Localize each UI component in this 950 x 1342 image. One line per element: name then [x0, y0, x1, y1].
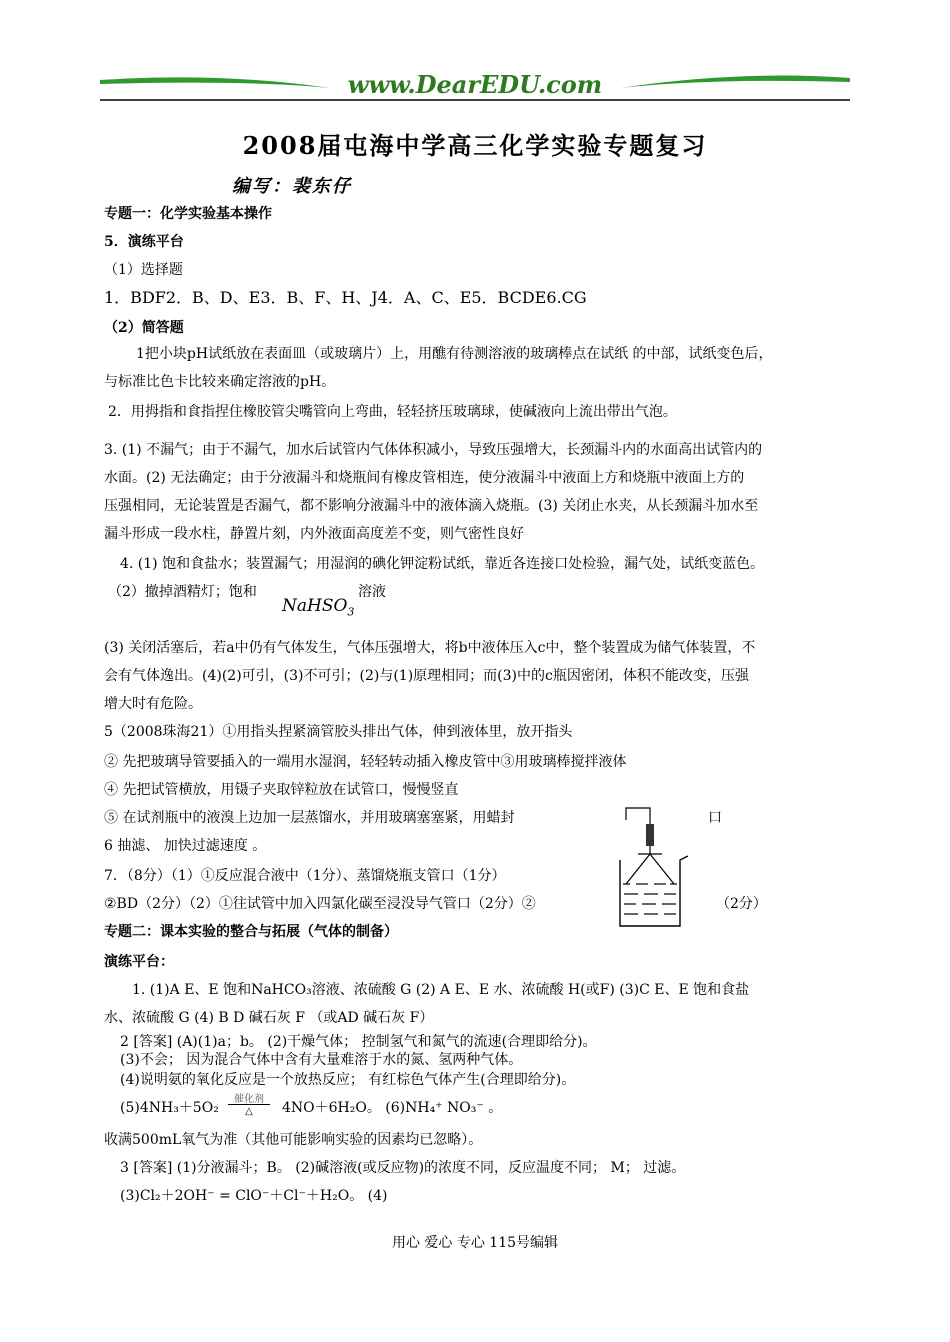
text-line: (3)Cl₂＋2OH⁻ = ClO⁻＋Cl⁻＋H₂O。 (4): [120, 1188, 388, 1204]
text-line: 会有气体逸出。(4)(2)可引，(3)不可引；(2)与(1)原理相同；而(3)中的c瓶因密闭，体积不能改变，压强: [104, 668, 749, 684]
text-line: 口: [708, 810, 722, 826]
text-line: 4. (1) 饱和食盐水；装置漏气；用湿润的碘化钾淀粉试纸，靠近各连接口处检验，漏气处，试纸变蓝色。: [120, 556, 765, 572]
page-footer: 用心 爱心 专心 115号编辑: [391, 1235, 559, 1251]
text-line: 压强相同，无论装置是否漏气，都不影响分液漏斗中的液体滴入烧瓶。(3) 关闭止水夹，从长颈漏斗加水至: [104, 498, 759, 514]
text-line: (3) 关闭活塞后，若a中仍有气体发生，气体压强增大，将b中液体压入c中，整个装置成为储气体装置，不: [104, 640, 756, 656]
reaction-arrow-line: [228, 1104, 270, 1105]
text-line: ② 先把玻璃导管要插入的一端用水湿润，轻轻转动插入橡皮管中③用玻璃棒搅拌液体: [104, 754, 627, 770]
section-heading-1: 专题一：化学实验基本操作: [104, 206, 272, 222]
answer-choices: 1．BDF2．B、D、E3．B、F、H、J4．A、C、E5．BCDE6.CG: [104, 288, 587, 307]
text-line: 1把小块pH试纸放在表面皿（或玻璃片）上，用醮有待测溶液的玻璃棒点在试纸 的中部，试纸变色后，: [136, 346, 773, 362]
section-heading-2: 专题二：课本实验的整合与拓展（气体的制备）: [104, 924, 398, 940]
text-line: （1）选择题: [104, 262, 183, 278]
text-line: （2）撤掉酒精灯；饱和: [108, 584, 257, 600]
gas-absorption-apparatus: [608, 800, 698, 930]
text-line: 水面。(2) 无法确定；由于分液漏斗和烧瓶间有橡皮管相连，使分液漏斗中液面上方和烧瓶中液面上方的: [104, 470, 745, 486]
text-line: (3)不会； 因为混合气体中含有大量难溶于水的氮、氢两种气体。: [120, 1052, 523, 1068]
text-line: 与标准比色卡比较来确定溶液的pH。: [104, 374, 336, 390]
text-line: 增大时有危险。: [104, 696, 202, 712]
text-line: 3 [答案] (1)分液漏斗；B。 (2)碱溶液(或反应物)的浓度不同，反应温度不同； M； 过滤。: [120, 1160, 686, 1176]
heat-symbol: △: [245, 1106, 253, 1117]
text-line: （2分）: [716, 896, 767, 912]
text-line: 水、浓硫酸 G (4) B D 碱石灰 F （或AD 碱石灰 F）: [104, 1010, 434, 1026]
text-line: (4)说明氨的氧化反应是一个放热反应； 有红棕色气体产生(合理即给分)。: [120, 1072, 576, 1088]
text-line: 2 [答案] (A)(1)a；b。 (2)干燥气体； 控制氢气和氮气的流速(合理即给分)。: [120, 1034, 597, 1050]
page-title: 2008届屯海中学高三化学实验专题复习: [242, 131, 708, 160]
text-line: 3. (1) 不漏气；由于不漏气，加水后试管内气体体积减小，导致压强增大，长颈漏斗内的水面高出试管内的: [104, 442, 763, 458]
author-line: 编写：裴东仔: [232, 176, 352, 197]
subheading: 5．演练平台: [104, 234, 184, 250]
text-line: ④ 先把试管横放，用镊子夹取锌粒放在试管口，慢慢竖直: [104, 782, 459, 798]
header-banner: [100, 66, 850, 106]
beaker-funnel-icon: [608, 800, 698, 930]
subheading: 演练平台：: [104, 954, 174, 970]
text-line: 溶液: [358, 584, 386, 600]
text-line: 7．（8分）（1）①反应混合液中（1分）、蒸馏烧瓶支管口（1分）: [104, 868, 506, 884]
text-line: 5（2008珠海21）①用指头捏紧滴管胶头排出气体，伸到液体里，放开指头: [104, 724, 573, 740]
text-line: 4NO＋6H₂O。 (6)NH₄⁺ NO₃⁻ 。: [282, 1100, 503, 1116]
text-line: ②BD（2分）（2）①往试管中加入四氯化碳至浸没导气管口（2分）②: [104, 896, 536, 912]
text-line: 6 抽滤、 加快过滤速度 。: [104, 838, 267, 854]
site-name: www.DearEDU.com: [347, 70, 603, 99]
subheading: （2）简答题: [104, 320, 184, 336]
text-line: (5)4NH₃＋5O₂: [120, 1100, 219, 1116]
formula-nahso3: NaHSO$_3$: [282, 596, 355, 619]
catalyst-label: 催化剂: [234, 1094, 264, 1105]
text-line: 漏斗形成一段水柱，静置片刻，内外液面高度差不变，则气密性良好: [104, 526, 524, 542]
text-line: 收满500mL氧气为准（其他可能影响实验的因素均已忽略）。: [104, 1132, 483, 1148]
text-line: 2．用拇指和食指捏住橡胶管尖嘴管向上弯曲，轻轻挤压玻璃球，使碱液向上流出带出气泡。: [108, 404, 677, 420]
text-line: ⑤ 在试剂瓶中的液溴上边加一层蒸馏水，并用玻璃塞塞紧，用蜡封: [104, 810, 515, 826]
text-line: 1. (1)A E、E 饱和NaHCO₃溶液、浓硫酸 G (2) A E、E 水、浓硫酸 H(或F) (3)C E、E 饱和食盐: [132, 982, 750, 998]
